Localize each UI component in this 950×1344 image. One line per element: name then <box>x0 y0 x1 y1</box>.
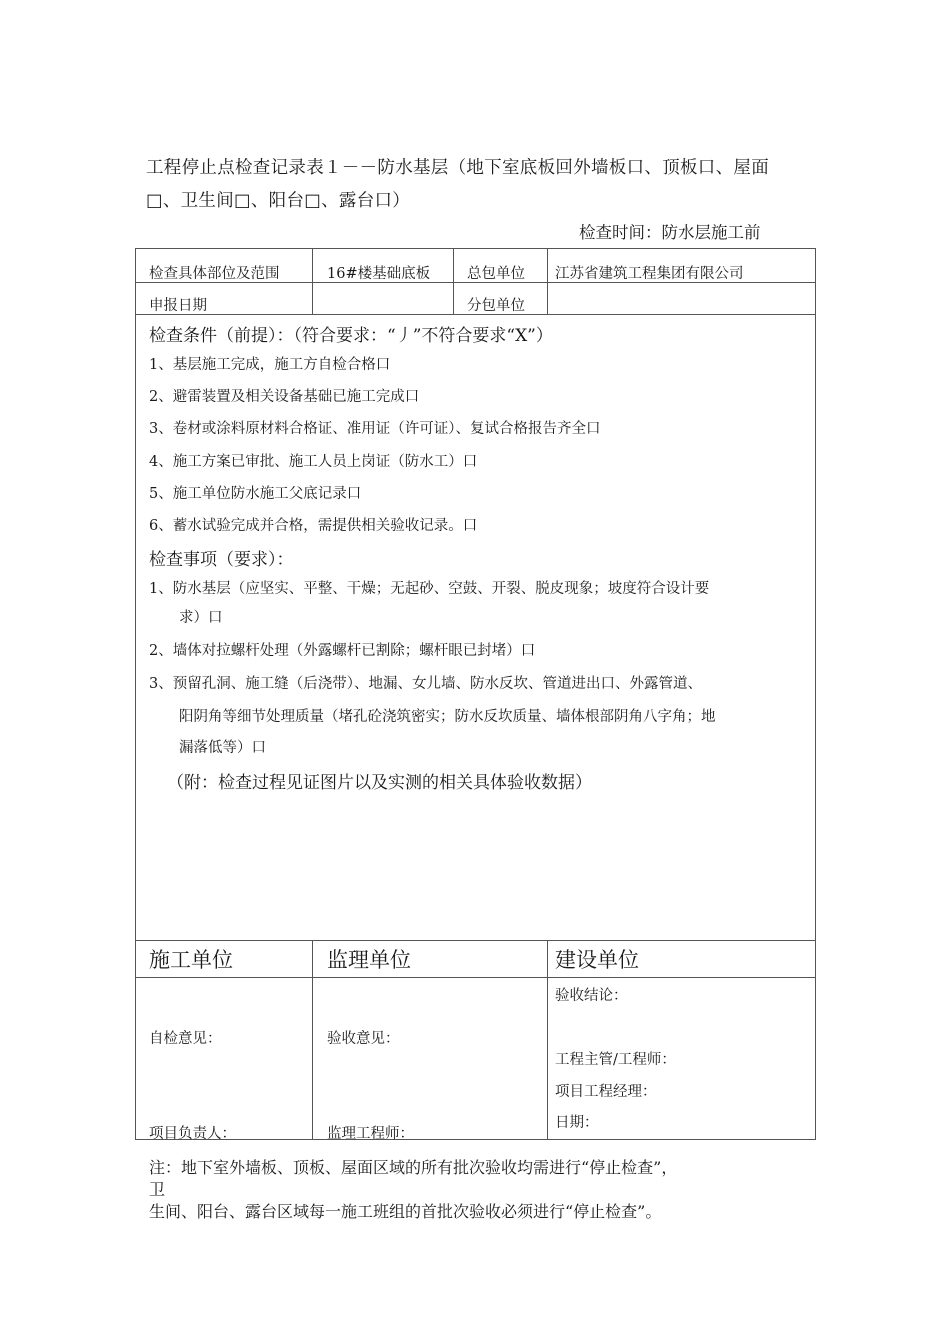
supervising-engineer-label: 监理工程师： <box>327 1126 414 1142</box>
matter-item-1: 1、防水基层（应坚实、平整、干燥；无起砂、空鼓、开裂、脱皮现象；坡度符合设计要 <box>149 581 710 597</box>
conditions-heading: 检查条件（前提）：（符合要求：“丿”不符合要求“X”） <box>149 326 553 346</box>
matter-item-3-cont: 阳阴角等细节处理质量（堵孔砼浇筑密实；防水反坎质量、墙体根部阴角八字角；地 <box>179 709 716 725</box>
condition-item: 1、基层施工完成，施工方自检合格口 <box>149 357 391 373</box>
acceptance-conclusion-label: 验收结论： <box>555 988 628 1004</box>
project-lead-label: 项目负责人： <box>149 1126 236 1142</box>
project-manager-label: 项目工程经理： <box>555 1084 657 1100</box>
condition-item: 3、卷材或涂料原材料合格证、准用证（许可证）、复试合格报告齐全口 <box>149 421 601 437</box>
scope-label: 检查具体部位及范围 <box>149 266 280 282</box>
condition-item: 2、避雷装置及相关设备基础已施工完成口 <box>149 389 420 405</box>
condition-item: 5、施工单位防水施工父底记录口 <box>149 486 362 502</box>
form-title-line1: 工程停止点检查记录表１－－防水基层（地下室底板回外墙板口、顶板口、屋面 <box>146 158 769 178</box>
matter-item-2: 2、墙体对拉螺杆处理（外露螺杆已割除；螺杆眼已封堵）口 <box>149 643 536 659</box>
engineer-label: 工程主管/工程师： <box>555 1052 676 1068</box>
matter-item-1-cont: 求）口 <box>179 610 223 626</box>
acceptance-opinion-label: 验收意见： <box>327 1031 400 1047</box>
form-title-line2: □、卫生间□、阳台□、露台口） <box>146 191 411 211</box>
footer-note-line3: 生间、阳台、露台区域每一施工班组的首批次验收必须进行“停止检查”。 <box>149 1202 662 1221</box>
matters-heading: 检查事项（要求）： <box>149 550 294 570</box>
general-contractor-value: 江苏省建筑工程集团有限公司 <box>555 266 744 282</box>
self-check-opinion-label: 自检意见： <box>149 1031 222 1047</box>
footer-note-line2: 卫 <box>149 1180 166 1199</box>
attachment-note: （附：检查过程见证图片以及实测的相关具体验收数据） <box>167 773 592 793</box>
construction-unit-heading: 施工单位 <box>149 948 233 972</box>
subcontractor-label: 分包单位 <box>467 298 525 314</box>
matter-item-3: 3、预留孔洞、施工缝（后浇带）、地漏、女儿墙、防水反坎、管道进出口、外露管道、 <box>149 676 702 692</box>
condition-item: 6、蓄水试验完成并合格，需提供相关验收记录。口 <box>149 518 478 534</box>
date-label: 日期： <box>555 1115 599 1131</box>
matter-item-3-cont2: 漏落低等）口 <box>179 740 266 756</box>
inspection-time: 检查时间：防水层施工前 <box>579 223 761 242</box>
scope-value: 16#楼基础底板 <box>327 266 431 282</box>
general-contractor-label: 总包单位 <box>467 266 525 282</box>
footer-note-line1: 注：地下室外墙板、顶板、屋面区域的所有批次验收均需进行“停止检查”， <box>149 1158 678 1177</box>
owner-unit-heading: 建设单位 <box>555 948 639 972</box>
supervision-unit-heading: 监理单位 <box>327 948 411 972</box>
report-date-label: 申报日期 <box>149 298 207 314</box>
condition-item: 4、施工方案已审批、施工人员上岗证（防水工）口 <box>149 454 478 470</box>
